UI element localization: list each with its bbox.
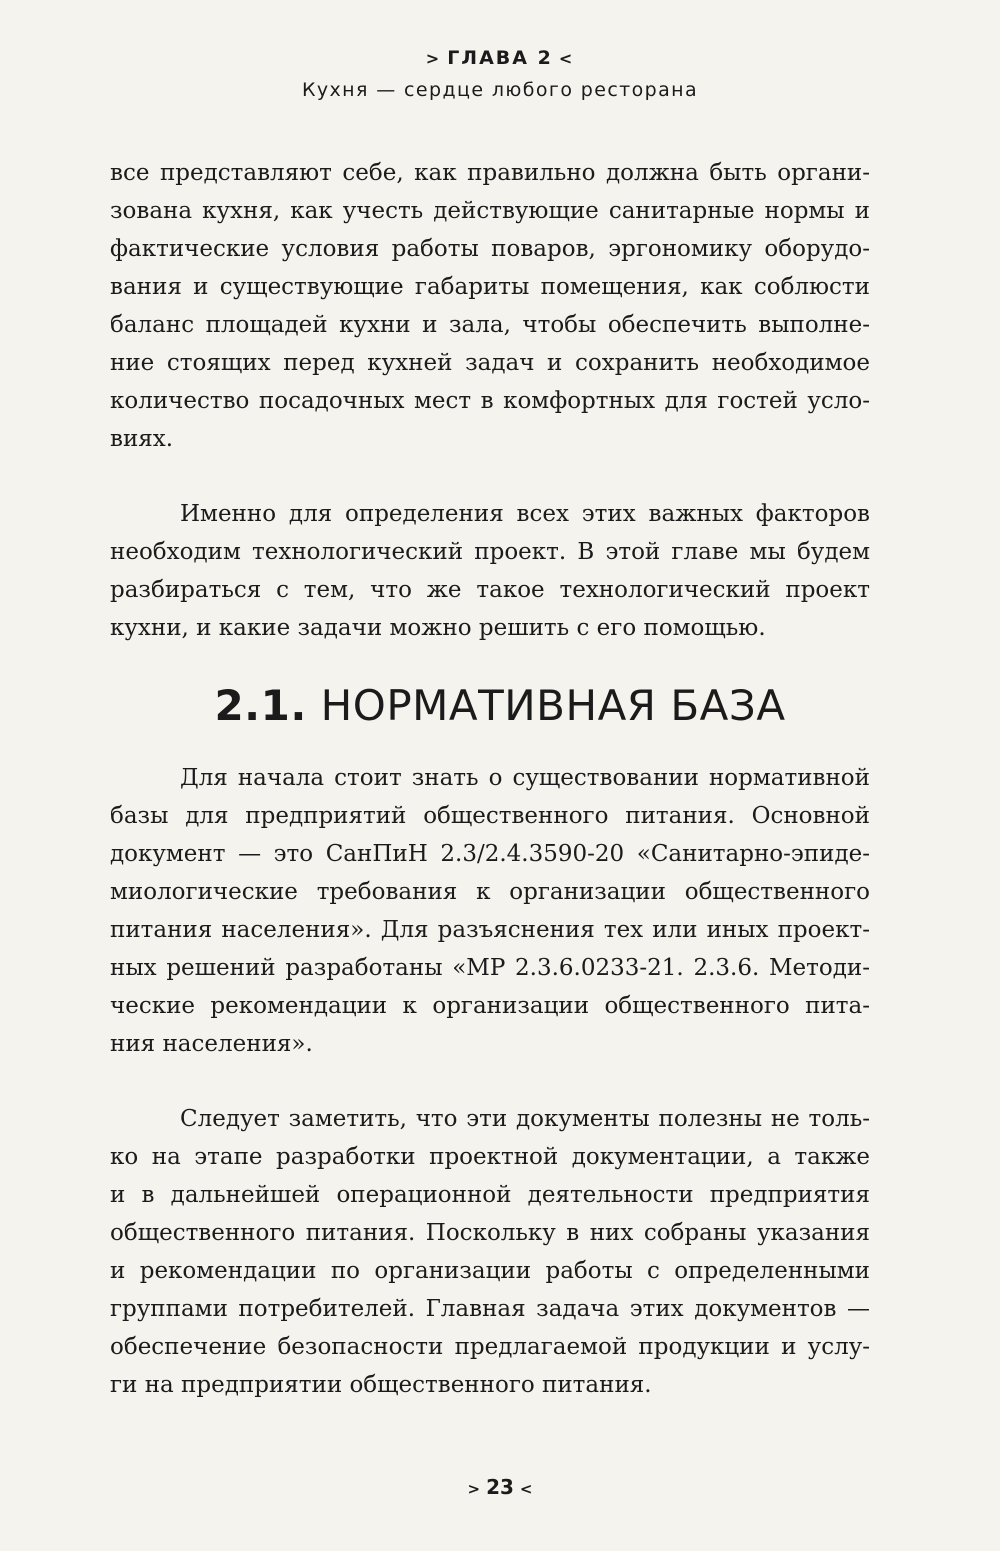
- text-line: Для начала стоит знать о существовании нормативной: [180, 765, 870, 791]
- text-line: и в дальнейшей операционной деятельности предприятия: [110, 1182, 870, 1208]
- text-line: фактические условия работы поваров, эргономику оборудо-: [110, 236, 870, 262]
- chapter-label: [0, 44, 1000, 73]
- text-line: ги на предприятии общественного питания.: [110, 1372, 652, 1398]
- text-line: группами потребителей. Главная задача этих документов —: [110, 1296, 870, 1322]
- text-line: общественного питания. Поскольку в них собраны указания: [110, 1220, 870, 1246]
- text-line: Следует заметить, что эти документы полезны не толь-: [180, 1106, 870, 1132]
- page-number-footer: [0, 1472, 1000, 1504]
- chapter-title: ГЛАВА 2: [447, 47, 553, 69]
- text-line: необходим технологический проект. В этой главе мы будем: [110, 539, 870, 565]
- paragraph-2: [110, 495, 870, 647]
- paragraph-4: [110, 1100, 870, 1404]
- text-line: разбираться с тем, что же такое технологический проект: [110, 577, 870, 603]
- text-line: документ — это СанПиН 2.3/2.4.3590-20 «Санитарно-эпиде-: [110, 841, 870, 867]
- text-line: вания и существующие габариты помещения, как соблюсти: [110, 274, 870, 300]
- running-head: [0, 44, 1000, 105]
- text-line: базы для предприятий общественного питания. Основной: [110, 803, 870, 829]
- chevron-right-icon: >: [467, 1480, 481, 1498]
- text-line: количество посадочных мест в комфортных для гостей усло-: [110, 388, 870, 414]
- chevron-right-icon: >: [425, 49, 442, 68]
- chevron-left-icon: <: [558, 49, 575, 68]
- paragraph-3: [110, 759, 870, 1063]
- text-line: ко на этапе разработки проектной документации, а также: [110, 1144, 870, 1170]
- text-line: ных решений разработаны «МР 2.3.6.0233-21. 2.3.6. Методи-: [110, 955, 870, 981]
- section-title: НОРМАТИВНАЯ БАЗА: [320, 681, 786, 730]
- text-line: зована кухня, как учесть действующие санитарные нормы и: [110, 198, 870, 224]
- text-line: Именно для определения всех этих важных факторов: [180, 501, 870, 527]
- text-line: миологические требования к организации общественного: [110, 879, 870, 905]
- paragraph-1: [110, 154, 870, 458]
- text-line: ние стоящих перед кухней задач и сохранить необходимое: [110, 350, 870, 376]
- text-line: кухни, и какие задачи можно решить с его помощью.: [110, 615, 766, 641]
- text-line: ния населения».: [110, 1031, 313, 1057]
- page-number: 23: [486, 1475, 514, 1499]
- text-line: виях.: [110, 426, 174, 452]
- text-line: все представляют себе, как правильно должна быть органи-: [110, 160, 870, 186]
- chevron-left-icon: <: [519, 1480, 533, 1498]
- text-line: ческие рекомендации к организации общественного пита-: [110, 993, 870, 1019]
- chapter-subtitle: Кухня — сердце любого ресторана: [301, 79, 699, 101]
- text-line: питания населения». Для разъяснения тех или иных проект-: [110, 917, 870, 943]
- section-number: 2.1.: [214, 681, 307, 730]
- text-line: обеспечение безопасности предлагаемой продукции и услу-: [110, 1334, 870, 1360]
- text-line: и рекомендации по организации работы с определенными: [110, 1258, 870, 1284]
- section-heading: [0, 676, 1000, 736]
- text-line: баланс площадей кухни и зала, чтобы обеспечить выполне-: [110, 312, 870, 338]
